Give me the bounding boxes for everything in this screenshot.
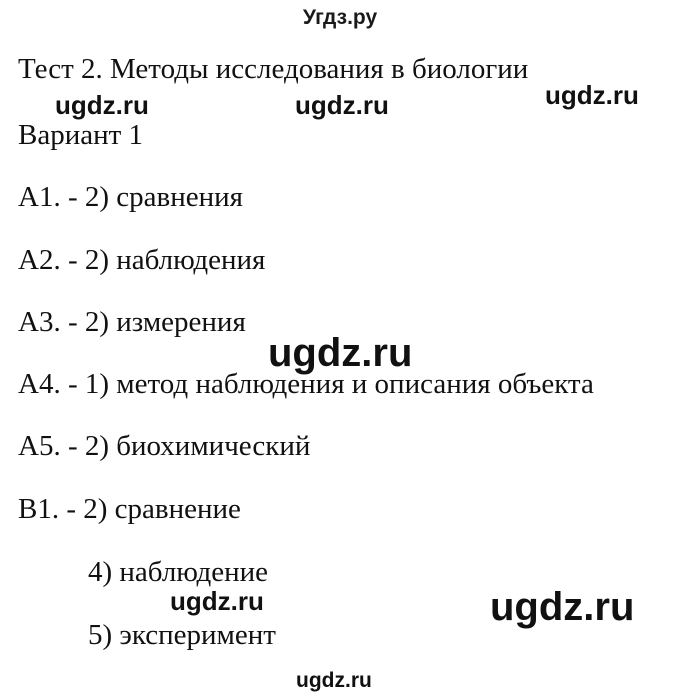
answer-a4: А4. - 1) метод наблюдения и описания объекта (18, 368, 594, 400)
watermark: ugdz.ru (545, 80, 639, 110)
answer-a3: А3. - 2) измерения (18, 306, 246, 338)
answer-b1: В1. - 2) сравнение (18, 493, 241, 525)
answer-a1: А1. - 2) сравнения (18, 181, 243, 213)
watermark: ugdz.ru (295, 90, 389, 120)
answer-a2: А2. - 2) наблюдения (18, 244, 266, 276)
watermark: ugdz.ru (268, 331, 413, 375)
variant-label: Вариант 1 (18, 119, 144, 151)
watermark: ugdz.ru (296, 669, 372, 692)
watermark: ugdz.ru (490, 585, 635, 629)
answer-a5: А5. - 2) биохимический (18, 430, 311, 462)
site-header: Угдз.ру (302, 6, 378, 29)
watermark: ugdz.ru (55, 90, 149, 120)
answer-b1-item-4: 4) наблюдение (88, 556, 269, 588)
watermark: ugdz.ru (170, 586, 264, 616)
answer-b1-item-5: 5) эксперимент (88, 619, 276, 651)
test-title: Тест 2. Методы исследования в биологии (18, 53, 529, 85)
